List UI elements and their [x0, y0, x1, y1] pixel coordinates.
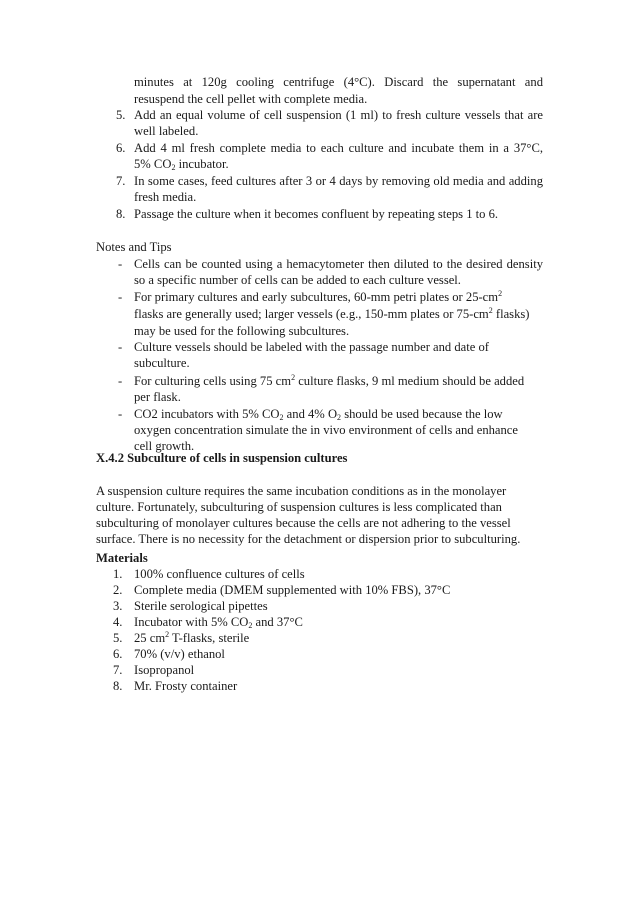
notes-title: Notes and Tips: [96, 240, 172, 254]
list-number: 5.: [116, 108, 126, 122]
list-text: Sterile serological pipettes: [134, 599, 268, 613]
list-text: 25 $cm^2$ T-flasks, sterile: [134, 630, 250, 645]
notes-text-line1: For primary cultures and early subcultures, 60-mm petri plates or $25-cm^2$: [134, 289, 503, 304]
list-text-line1: In some cases, feed cultures after 3 or 4 days by removing old media and adding: [134, 174, 543, 188]
notes-text-line2: oxygen concentration simulate the in vivo environment of cells and enhance: [134, 423, 518, 437]
list-text: Isopropanol: [134, 663, 195, 677]
list-text: Mr. Frosty container: [134, 679, 238, 693]
list-number: 6.: [116, 141, 126, 155]
list-text-line2: fresh media.: [134, 190, 197, 204]
list-number: 7.: [113, 663, 123, 677]
list-text-line2: well labeled.: [134, 124, 199, 138]
list-number: 7.: [116, 174, 126, 188]
notes-text-line3: may be used for the following subcultures.: [134, 324, 350, 338]
materials-title: Materials: [96, 551, 148, 565]
bullet-dash: -: [118, 290, 123, 304]
bullet-dash: -: [118, 407, 123, 421]
bullet-dash: -: [118, 257, 123, 271]
list-number: 5.: [113, 631, 123, 645]
list-text: 100% confluence cultures of cells: [134, 567, 305, 581]
list-item-continuation-line2: resuspend the cell pellet with complete media.: [134, 92, 368, 106]
paragraph-line: surface. There is no necessity for the detachment or dispersion prior to subculturing.: [96, 532, 521, 546]
notes-text-line2: flasks are generally used; larger vessels (e.g., 150-mm plates or $75-cm^2$ flasks): [134, 306, 530, 321]
list-number: 6.: [113, 647, 123, 661]
list-number: 2.: [113, 583, 123, 597]
list-number: 1.: [113, 567, 123, 581]
section-heading: X.4.2 Subculture of cells in suspension cultures: [96, 451, 348, 465]
paragraph-line: culture. Fortunately, subculturing of suspension cultures is less complicated than: [96, 500, 502, 514]
notes-text-line2: so a specific number of cells can be added to each culture vessel.: [134, 273, 461, 287]
list-text-line2: 5% $CO_2$ incubator.: [134, 157, 229, 172]
section-paragraph: [96, 484, 543, 547]
notes-text-line1: For culturing cells using 75 $cm^2$ culture flasks, 9 ml medium should be added: [134, 373, 525, 388]
notes-text-line2: per flask.: [134, 390, 181, 404]
list-item-continuation-line1: minutes at 120g cooling centrifuge (4°C). Discard the supernatant and: [134, 75, 543, 89]
notes-text-line2: subculture.: [134, 356, 190, 370]
bullet-dash: -: [118, 374, 123, 388]
notes-text-line1: CO2 incubators with 5% $CO_2$ and 4% $O_2$ should be used because the low: [134, 407, 503, 422]
list-number: 3.: [113, 599, 123, 613]
list-number: 8.: [116, 207, 126, 221]
list-text: 70% (v/v) ethanol: [134, 647, 225, 661]
list-text: Incubator with 5% $CO_2$ and 37°C: [134, 615, 303, 630]
notes-text-line1: Culture vessels should be labeled with the passage number and date of: [134, 340, 489, 354]
notes-text-line1: Cells can be counted using a hemacytometer then diluted to the desired density: [134, 257, 543, 271]
list-text: Complete media (DMEM supplemented with 10% FBS), 37°C: [134, 583, 451, 597]
list-text-line1: Passage the culture when it becomes confluent by repeating steps 1 to 6.: [134, 207, 499, 221]
paragraph-line: A suspension culture requires the same incubation conditions as in the monolayer: [96, 484, 507, 498]
notes-text-line3: cell growth.: [134, 439, 195, 453]
paragraph-line: subculturing of monolayer cultures because the cells are not adhering to the vessel: [96, 516, 511, 530]
list-number: 4.: [113, 615, 123, 629]
bullet-dash: -: [118, 340, 123, 354]
list-text-line1: Add an equal volume of cell suspension (1 ml) to fresh culture vessels that are: [134, 108, 543, 122]
list-number: 8.: [113, 679, 123, 693]
list-text-line1: Add 4 ml fresh complete media to each culture and incubate them in a 37°C,: [134, 141, 543, 155]
